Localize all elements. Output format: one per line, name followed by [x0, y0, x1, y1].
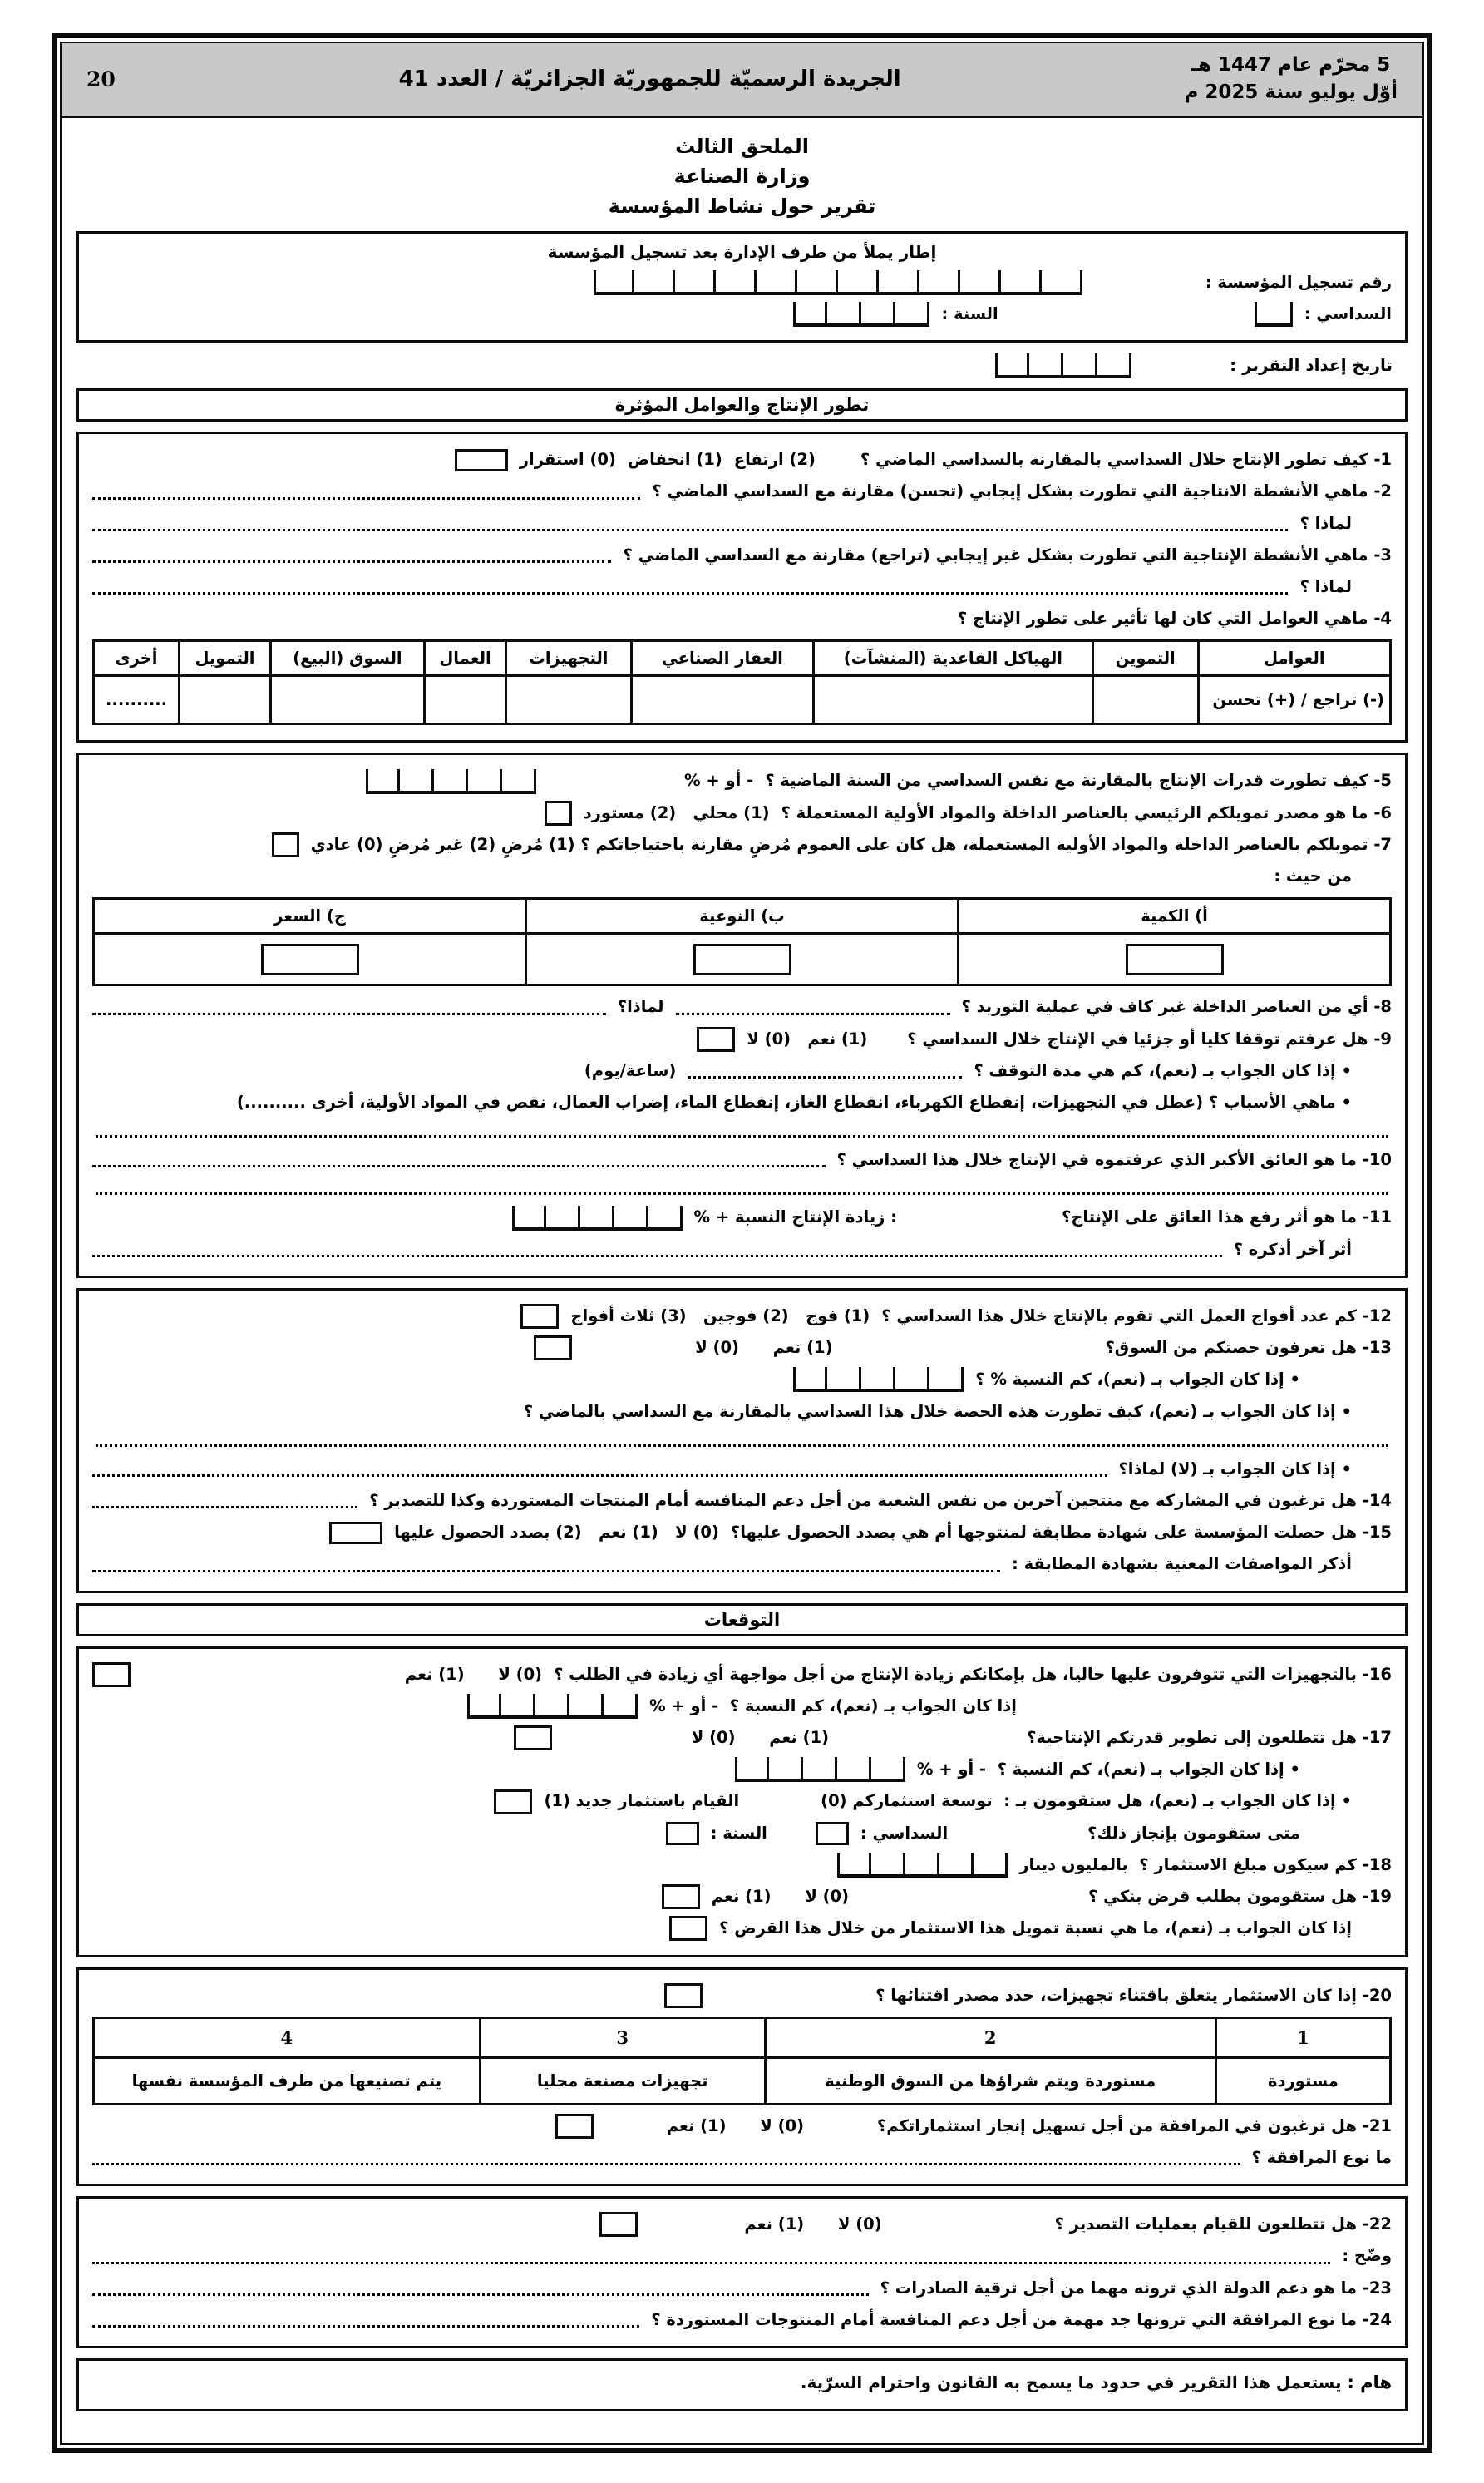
q22-answer-box[interactable] [599, 2212, 638, 2237]
q3-answer-line[interactable] [92, 550, 611, 563]
report-date-field[interactable] [995, 353, 1131, 378]
source-self-manufactured: يتم تصنيعها من طرف المؤسسة نفسها [94, 2057, 481, 2104]
q9-duration-unit: (ساعة/يوم) [584, 1060, 677, 1080]
q13-percent-field[interactable] [793, 1367, 964, 1392]
q17-invest-type-label: • إذا كان الجواب بـ (نعم)، هل ستقومون بـ : توسعة استثماركم (0) [821, 1791, 1352, 1811]
q9-causes-answer-line[interactable] [96, 1125, 1388, 1138]
factors-header-row [94, 641, 1391, 676]
q1-option-decrease: (1) انخفاض [627, 450, 722, 470]
annex-title: الملحق الثالث [675, 134, 809, 158]
q16-percent-field[interactable] [467, 1694, 638, 1719]
factors-col-header: التموين [1092, 641, 1198, 676]
quality-quantity-cell [959, 934, 1391, 985]
q3-why-row [92, 575, 1392, 600]
section-forecast-title-box [76, 1603, 1408, 1636]
quality-header-row [94, 899, 1391, 934]
q4-row [92, 606, 1392, 631]
source-imported-national-market: مستوردة ويتم شراؤها من السوق الوطنية [765, 2057, 1215, 2104]
q20-row [92, 1983, 1392, 2008]
q23-text: 23- ما هو دعم الدولة الذي ترونه مهما من أجل ترقية الصادرات ؟ [880, 2278, 1392, 2298]
hijri-date: 5 محرّم عام 1447 هـ [1191, 54, 1391, 76]
source-col-2: 2 [765, 2017, 1215, 2057]
q8-answer-line[interactable] [676, 1003, 950, 1015]
q17-year-label: السنة : [710, 1823, 767, 1843]
factors-input-cell[interactable] [814, 676, 1092, 724]
factors-input-cell[interactable] [424, 676, 505, 724]
q16-percent-label: إذا كان الجواب بـ (نعم)، كم النسبة ؟ - أو + % [649, 1696, 1017, 1715]
q22-explain-label: وضّح : [1342, 2246, 1392, 2266]
page-number: 20 [86, 67, 116, 91]
q16-answer-box[interactable] [92, 1662, 131, 1687]
q5-percent-label: - أو + % [684, 771, 754, 791]
q2-row [92, 479, 1392, 504]
q17-percent-field[interactable] [735, 1757, 905, 1782]
q1-option-stable: (0) استقرار [519, 450, 616, 470]
q5-percent-field[interactable] [366, 769, 536, 794]
q5-row [92, 768, 1392, 793]
quality-col-price: ج) السعر [94, 899, 526, 934]
factors-col-header: السوق (البيع) [270, 641, 424, 676]
q13-evolution-row [92, 1399, 1392, 1424]
q19-loan-share-label: إذا كان الجواب بـ (نعم)، ما هي نسبة تمويل هذا الاستثمار من خلال هذا القرض ؟ [719, 1918, 1352, 1938]
quality-price-cell [94, 934, 526, 985]
q10-text: 10- ما هو العائق الأكبر الذي عرفتموه في الإنتاج خلال هذا السداسي ؟ [836, 1150, 1392, 1170]
q11-row [92, 1205, 1392, 1230]
q15-specs-label: أذكر المواصفات المعنية بشهادة المطابقة : [1012, 1554, 1352, 1574]
q13-answer-box[interactable] [534, 1335, 572, 1360]
q23-answer-line[interactable] [92, 2283, 869, 2296]
source-imported: مستوردة [1215, 2057, 1390, 2104]
q5-text: 5- كيف تطورت قدرات الإنتاج بالمقارنة مع نفس السداسي من السنة الماضية ؟ [765, 771, 1392, 791]
q4-text: 4- ماهي العوامل التي كان لها تأثير على تطور الإنتاج ؟ [957, 609, 1392, 629]
factors-col-header: التمويل [180, 641, 271, 676]
q24-text: 24- ما نوع المرافقة التي ترونها جد مهمة من أجل دعم المنافسة أمام المنتوجات المستوردة ؟ [651, 2309, 1392, 2329]
q19-loan-share-box[interactable] [669, 1916, 707, 1941]
registration-number-label: رقم تسجيل المؤسسة : [1205, 272, 1392, 292]
factors-other-cell[interactable]: .......... [94, 676, 180, 724]
source-col-3: 3 [480, 2017, 765, 2057]
q12-row [92, 1304, 1392, 1329]
admin-note: إطار يملأ من طرف الإدارة بعد تسجيل المؤسسة [547, 241, 937, 262]
q2-why-answer-line[interactable] [92, 519, 1288, 531]
factors-value-row [94, 676, 1391, 724]
page-inner [60, 42, 1424, 2445]
q12-options: (1) فوج (2) فوجين (3) ثلاث أفواج [570, 1306, 870, 1325]
q21-row [92, 2114, 1392, 2139]
q21-type-answer-line[interactable] [92, 2153, 1240, 2165]
q15-row [92, 1520, 1392, 1545]
q17-when-row [92, 1821, 1392, 1846]
section-forecast-title: التوقعات [703, 1609, 781, 1630]
q18-row [92, 1853, 1392, 1878]
q6-answer-box[interactable] [545, 801, 572, 826]
source-locally-manufactured: تجهيزات مصنعة محليا [480, 2057, 765, 2104]
q11-increase-label: : زيادة الإنتاج النسبة + % [693, 1207, 897, 1227]
q13-no-why-label: • إذا كان الجواب بـ (لا) لماذا؟ [1118, 1459, 1352, 1478]
q17-row [92, 1725, 1392, 1750]
q17-new-invest-label: القيام باستثمار جديد (1) [544, 1791, 740, 1811]
q24-answer-line[interactable] [92, 2315, 639, 2328]
gazette-header [62, 43, 1422, 118]
factors-col-header: أخرى [94, 641, 180, 676]
factors-col-header: العقار الصناعي [631, 641, 814, 676]
year-label: السنة : [941, 304, 998, 323]
q9-causes-label: • ماهي الأسباب ؟ (عطل في التجهيزات، إنقطاع الكهرباء، انقطاع الغاز، إنقطاع الماء، إضراب العمال، نقص في المواد الأولية، أخرى ..........) [236, 1092, 1352, 1112]
q13-options: (1) نعم (0) لا [695, 1338, 833, 1358]
q9-options: (1) نعم (0) لا [747, 1029, 868, 1049]
q17-percent-label: • إذا كان الجواب بـ (نعم)، كم النسبة ؟ - أو + % [916, 1760, 1300, 1780]
q13-evolution-label: • إذا كان الجواب بـ (نعم)، كيف تطورت هذه الحصة خلال هذا السداسي بالمقارنة مع السداسي بالماضي ؟ [523, 1401, 1352, 1421]
q6-row [92, 801, 1392, 826]
q17-percent-row [92, 1757, 1392, 1782]
section-forecast-box [76, 1646, 1408, 1957]
q7-text: 7- تمويلكم بالعناصر الداخلة والمواد الأولية المستعملة، هل كان على العموم مُرضٍ مقارنة باحتياجاتكم ؟ (1) مُرضٍ (2) غير مُرضٍ (0) عادي [310, 834, 1392, 854]
q15-answer-box[interactable] [329, 1522, 382, 1544]
factors-input-cell[interactable] [180, 676, 271, 724]
q7-row [92, 832, 1392, 857]
q15-specs-row [92, 1552, 1392, 1577]
q13-percent-label: • إذا كان الجواب بـ (نعم)، كم النسبة % ؟ [975, 1370, 1300, 1390]
q22-explain-answer-line[interactable] [92, 2252, 1330, 2264]
q12-answer-box[interactable] [520, 1304, 559, 1329]
important-note-text: يستعمل هذا التقرير في حدود ما يسمح به القانون واحترام السرّية. [800, 2372, 1342, 2393]
factors-table [92, 639, 1392, 725]
q16-percent-row [92, 1694, 1392, 1719]
quality-table [92, 897, 1392, 986]
q17-when-label: متى ستقومون بإنجاز ذلك؟ [1087, 1823, 1300, 1843]
source-value-row [94, 2057, 1391, 2104]
q10-answer-line-2[interactable] [96, 1182, 1388, 1195]
admin-registration-box [76, 231, 1408, 343]
q9-answer-box[interactable] [697, 1027, 735, 1052]
factors-col-header: التجهيزات [506, 641, 631, 676]
section-production-box [76, 432, 1408, 743]
q3-why-answer-line[interactable] [92, 582, 1288, 595]
section-supply-box [76, 753, 1408, 1277]
q10-row [92, 1148, 1392, 1172]
q22-text: 22- هل تتطلعون للقيام بعمليات التصدير ؟ [1054, 2214, 1392, 2234]
factors-input-cell[interactable] [631, 676, 814, 724]
q21-options: (0) لا (1) نعم [666, 2115, 804, 2135]
q3-row [92, 543, 1392, 568]
q1-option-increase: (2) ارتفاع [733, 450, 816, 470]
registration-number-field[interactable] [594, 270, 1082, 295]
q8-why-label: لماذا؟ [617, 997, 664, 1017]
q14-row [92, 1488, 1392, 1513]
q21-answer-box[interactable] [555, 2114, 594, 2139]
q18-text: 18- كم سيكون مبلغ الاستثمار ؟ بالمليون دينار [1019, 1854, 1392, 1874]
q9-row [92, 1027, 1392, 1052]
q7-answer-box[interactable] [272, 832, 299, 857]
q17-semester-field[interactable] [816, 1822, 849, 1845]
q17-answer-box[interactable] [514, 1725, 552, 1750]
q14-text: 14- هل ترغبون في المشاركة مع منتجين آخرين من نفس الشعبة من أجل دعم المنافسة أمام المنتجات المستوردة وكذا للتصدير ؟ [369, 1490, 1392, 1510]
factors-col-header: العمال [424, 641, 505, 676]
q17-options: (1) نعم (0) لا [691, 1728, 830, 1748]
q2-why-row [92, 511, 1392, 536]
q9-text: 9- هل عرفتم توقفا كليا أو جزئيا في الإنتاج خلال السداسي ؟ [907, 1029, 1392, 1049]
q16-text: 16- بالتجهيزات التي تتوفرون عليها حاليا، هل بإمكانكم زيادة الإنتاج من أجل مواجهة أي زيادة في الطلب ؟ [554, 1664, 1392, 1684]
section-invest-box [76, 1967, 1408, 2187]
q3-why-label: لماذا ؟ [1299, 577, 1352, 596]
q15-options: (0) لا (1) نعم (2) بصدد الحصول عليها [394, 1523, 719, 1543]
quality-quantity-field[interactable] [1126, 944, 1224, 975]
important-note-box [76, 2358, 1408, 2411]
gregorian-date: أوّل يوليو سنة 2025 م [1184, 81, 1398, 104]
semester-year-row [92, 302, 1392, 327]
source-col-1: 1 [1215, 2017, 1390, 2057]
q17-year-field[interactable] [666, 1822, 699, 1845]
q11-other-answer-line[interactable] [92, 1245, 1222, 1257]
q22-options: (0) لا (1) نعم [744, 2214, 882, 2234]
q6-options: (1) محلي (2) مستورد [583, 802, 770, 822]
q20-text: 20- إذا كان الاستثمار يتعلق باقتناء تجهيزات، حدد مصدر اقتنائها ؟ [875, 1985, 1392, 2005]
q21-text: 21- هل ترغبون في المرافقة من أجل تسهيل إنجاز استثماراتكم؟ [876, 2115, 1392, 2135]
q7-from-row [92, 864, 1392, 889]
q9-duration-answer-line[interactable] [688, 1066, 962, 1079]
semester-label: السداسي : [1304, 304, 1392, 323]
q1-text: 1- كيف تطور الإنتاج خلال السداسي بالمقارنة بالسداسي الماضي ؟ [860, 450, 1392, 470]
page-frame [52, 33, 1432, 2453]
q18-amount-field[interactable] [837, 1853, 1008, 1878]
q19-answer-box[interactable] [662, 1884, 700, 1909]
q17-invest-type-box[interactable] [494, 1789, 532, 1814]
q11-other-label: أثر آخر أذكره ؟ [1233, 1239, 1352, 1259]
q19-text: 19- هل ستقومون بطلب قرض بنكي ؟ [1088, 1887, 1392, 1907]
q22-explain-row [92, 2244, 1392, 2268]
q13-text: 13- هل تعرفون حصتكم من السوق؟ [1105, 1338, 1392, 1358]
gazette-dates [1184, 52, 1398, 107]
q10-answer-line[interactable] [92, 1155, 826, 1167]
q12-text: 12- كم عدد أفواج العمل التي تقوم بالإنتاج خلال هذا السداسي ؟ [881, 1306, 1392, 1325]
q7-from-label: من حيث : [1274, 866, 1352, 886]
q16-row [92, 1662, 1392, 1687]
q3-text: 3- ماهي الأنشطة الإنتاجية التي تطورت بشكل غير إيجابي (تراجع) مقارنة مع السداسي الماضي ؟ [623, 545, 1392, 565]
factors-input-cell[interactable] [270, 676, 424, 724]
q8-why-answer-line[interactable] [92, 1003, 606, 1015]
q1-answer-box[interactable] [455, 449, 508, 471]
section-export-box [76, 2196, 1408, 2348]
q13-no-why-answer-line[interactable] [92, 1464, 1107, 1477]
equipment-source-table [92, 2017, 1392, 2105]
q19-loan-share-row [92, 1916, 1392, 1941]
factors-input-cell[interactable] [1092, 676, 1198, 724]
quality-quality-field[interactable] [693, 944, 791, 975]
q13-row [92, 1335, 1392, 1360]
report-title: تقرير حول نشاط المؤسسة [608, 194, 876, 218]
quality-quality-cell [526, 934, 959, 985]
q15-specs-answer-line[interactable] [92, 1560, 1000, 1572]
q13-evolution-answer-line[interactable] [96, 1434, 1388, 1447]
q22-row [92, 2212, 1392, 2237]
q9-duration-row [92, 1059, 1392, 1084]
section-production-title-box [76, 388, 1408, 422]
q14-answer-line[interactable] [92, 1496, 357, 1508]
report-date-label: تاريخ إعداد التقرير : [1230, 355, 1393, 376]
semester-field[interactable] [1255, 302, 1293, 327]
q9-causes-row [92, 1090, 1392, 1115]
q8-row [92, 995, 1392, 1019]
q21-type-row [92, 2145, 1392, 2170]
source-col-4: 4 [94, 2017, 481, 2057]
quality-value-row [94, 934, 1391, 985]
q2-text: 2- ماهي الأنشطة الانتاجية التي تطورت بشكل إيجابي (تحسن) مقارنة مع السداسي الماضي ؟ [652, 481, 1392, 501]
q17-text: 17- هل تتطلعون إلى تطوير قدرتكم الإنتاجية؟ [1027, 1728, 1392, 1748]
q15-text: 15- هل حصلت المؤسسة على شهادة مطابقة لمنتوجها أم هي بصدد الحصول عليها؟ [730, 1523, 1392, 1543]
important-note-label: هام : [1347, 2372, 1392, 2393]
section-market-box [76, 1288, 1408, 1593]
q24-row [92, 2308, 1392, 2332]
q8-text: 8- أي من العناصر الداخلة غير كاف في عملية التوريد ؟ [961, 997, 1392, 1017]
gazette-title: الجريدة الرسميّة للجمهوريّة الجزائريّة / العدد 41 [398, 67, 901, 92]
q13-percent-row [92, 1367, 1392, 1392]
document-title [62, 131, 1422, 221]
factors-col-header: الهياكل القاعدية (المنشآت) [814, 641, 1092, 676]
q19-options: (0) لا (1) نعم [711, 1887, 850, 1907]
q21-type-label: ما نوع المرافقة ؟ [1251, 2148, 1392, 2167]
quality-col-quality: ب) النوعية [526, 899, 959, 934]
section-production-title: تطور الإنتاج والعوامل المؤثرة [614, 395, 870, 416]
report-date-row [91, 353, 1393, 378]
q1-row [92, 447, 1392, 472]
factors-row-label: (-) تراجع / (+) تحسن [1198, 676, 1390, 724]
q11-text: 11- ما هو أثر رفع هذا العائق على الإنتاج؟ [1061, 1207, 1392, 1227]
q2-answer-line[interactable] [92, 487, 640, 500]
q17-semester-label: السداسي : [860, 1823, 949, 1843]
quality-price-field[interactable] [261, 944, 359, 975]
year-field[interactable] [793, 302, 929, 327]
ministry-title: وزارة الصناعة [673, 164, 811, 188]
q17-invest-type-row [92, 1789, 1392, 1814]
quality-col-quantity: أ) الكمية [959, 899, 1391, 934]
factors-input-cell[interactable] [506, 676, 631, 724]
q16-options: (0) لا (1) نعم [404, 1664, 543, 1684]
registration-number-row [92, 270, 1392, 295]
q9-duration-label: • إذا كان الجواب بـ (نعم)، كم هي مدة التوقف ؟ [974, 1060, 1352, 1080]
factors-col-header: العوامل [1198, 641, 1390, 676]
q20-answer-box[interactable] [664, 1983, 703, 2008]
q23-row [92, 2276, 1392, 2301]
q6-text: 6- ما هو مصدر تمويلكم الرئيسي بالعناصر الداخلة والمواد الأولية المستعملة ؟ [781, 802, 1392, 822]
q2-why-label: لماذا ؟ [1299, 513, 1352, 533]
q19-row [92, 1884, 1392, 1909]
q11-percent-field[interactable] [512, 1206, 683, 1231]
source-header-row [94, 2017, 1391, 2057]
q13-no-why-row [92, 1457, 1392, 1482]
q11-other-row [92, 1237, 1392, 1262]
